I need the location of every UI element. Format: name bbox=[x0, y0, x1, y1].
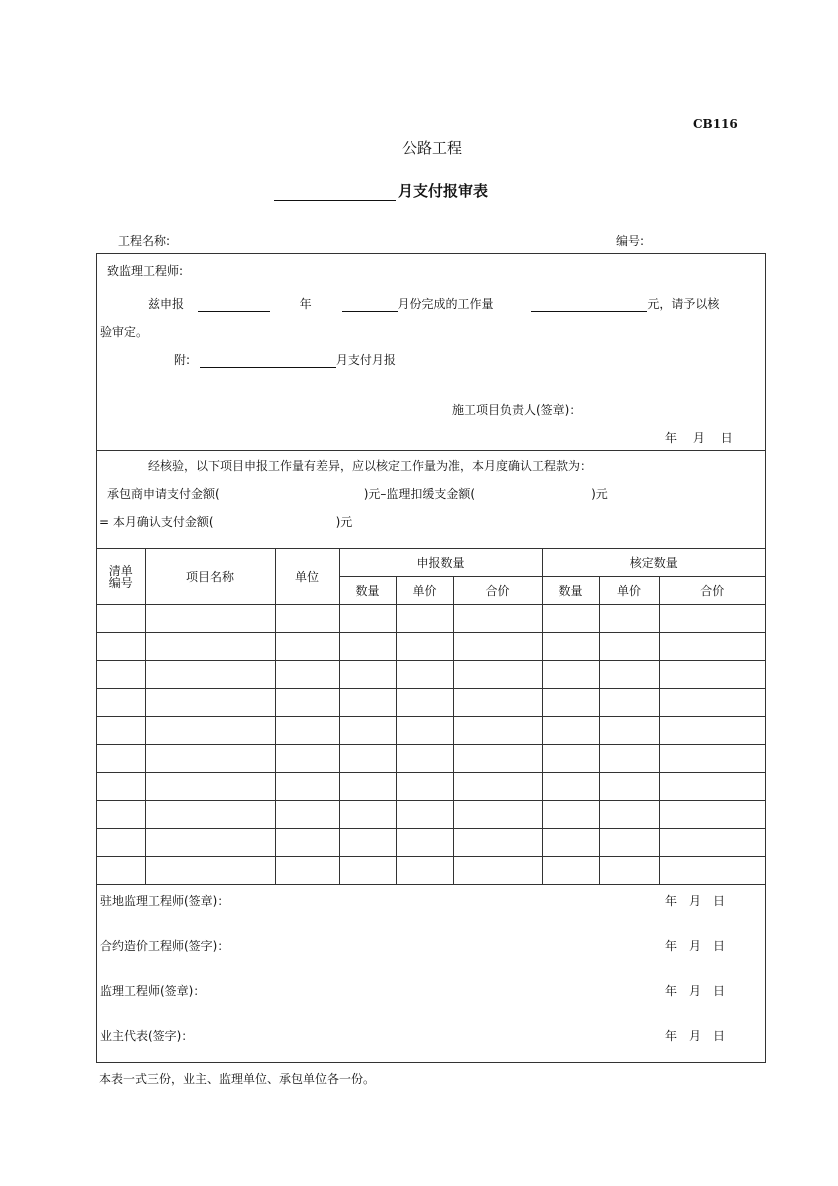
application-section bbox=[97, 254, 765, 451]
col-item-no: 清单 编号 bbox=[97, 549, 145, 605]
table-cell[interactable] bbox=[542, 745, 599, 773]
form-body bbox=[96, 253, 766, 1063]
signature-section bbox=[97, 884, 765, 1065]
table-cell[interactable] bbox=[339, 773, 396, 801]
attachment-blank[interactable] bbox=[200, 355, 336, 368]
table-cell[interactable] bbox=[659, 633, 765, 661]
table-cell[interactable] bbox=[599, 633, 659, 661]
table-cell[interactable] bbox=[275, 857, 339, 885]
date-year: 年 bbox=[665, 431, 678, 445]
table-row bbox=[97, 661, 765, 689]
confirmed-close: )元 bbox=[335, 515, 353, 529]
signature-label: 监理工程师(签章)： bbox=[100, 984, 206, 998]
table-cell[interactable] bbox=[599, 801, 659, 829]
table-cell[interactable] bbox=[453, 605, 542, 633]
signature-date-month: 月 bbox=[689, 1029, 702, 1043]
withheld-close: )元 bbox=[591, 487, 608, 501]
signature-date-year: 年 bbox=[665, 939, 678, 953]
table-cell[interactable] bbox=[396, 633, 453, 661]
table-cell[interactable] bbox=[659, 857, 765, 885]
table-cell[interactable] bbox=[97, 689, 145, 717]
table-cell[interactable] bbox=[453, 801, 542, 829]
table-cell[interactable] bbox=[599, 745, 659, 773]
footnote: 本表一式三份，业主、监理单位、承包单位各一份。 bbox=[99, 1072, 376, 1086]
table-cell[interactable] bbox=[97, 605, 145, 633]
table-row bbox=[97, 633, 765, 661]
table-row bbox=[97, 717, 765, 745]
table-cell[interactable] bbox=[396, 801, 453, 829]
project-name-label: 工程名称: bbox=[118, 234, 171, 248]
number-label: 编号: bbox=[616, 234, 645, 248]
table-cell[interactable] bbox=[542, 801, 599, 829]
table-cell[interactable] bbox=[542, 717, 599, 745]
table-cell[interactable] bbox=[145, 829, 275, 857]
review-section bbox=[97, 450, 765, 548]
line1-suffix: 元，请予以核 bbox=[647, 297, 720, 311]
attachment-line bbox=[174, 351, 396, 368]
table-cell[interactable] bbox=[275, 605, 339, 633]
table-cell[interactable] bbox=[453, 717, 542, 745]
signature-label: 驻地监理工程师(签章)： bbox=[100, 894, 230, 908]
table-cell[interactable] bbox=[275, 801, 339, 829]
table-cell[interactable] bbox=[339, 605, 396, 633]
table-cell[interactable] bbox=[339, 801, 396, 829]
signature-date-month: 月 bbox=[689, 939, 702, 953]
form-title bbox=[274, 180, 488, 201]
table-cell[interactable] bbox=[145, 773, 275, 801]
table-row bbox=[97, 829, 765, 857]
table-cell[interactable] bbox=[275, 633, 339, 661]
signature-label: 业主代表(签字)： bbox=[100, 1029, 194, 1043]
table-cell[interactable] bbox=[275, 689, 339, 717]
table-cell[interactable] bbox=[339, 633, 396, 661]
attachment-suffix: 月支付月报 bbox=[335, 353, 396, 367]
signature-label: 合约造价工程师(签字)： bbox=[100, 939, 230, 953]
signature-date-day: 日 bbox=[713, 1029, 726, 1043]
table-cell[interactable] bbox=[599, 773, 659, 801]
table-cell[interactable] bbox=[339, 717, 396, 745]
table-cell[interactable] bbox=[339, 745, 396, 773]
table-cell[interactable] bbox=[275, 829, 339, 857]
table-cell[interactable] bbox=[599, 689, 659, 717]
table-row bbox=[97, 801, 765, 829]
application-line1 bbox=[148, 295, 719, 312]
table-cell[interactable] bbox=[145, 745, 275, 773]
col-declared-quantity: 数量 bbox=[339, 577, 396, 605]
col-group-declared: 申报数量 bbox=[339, 549, 542, 577]
signature-date-month: 月 bbox=[689, 984, 702, 998]
withheld-amount-label: )元–监理扣缓支金额( bbox=[363, 487, 476, 501]
signature-date-month: 月 bbox=[689, 894, 702, 908]
line1-year: 年 bbox=[299, 297, 312, 311]
signature-date-year: 年 bbox=[665, 1029, 678, 1043]
col-declared-total: 合价 bbox=[453, 577, 542, 605]
col-unit: 单位 bbox=[275, 549, 339, 605]
col-approved-total: 合价 bbox=[659, 577, 765, 605]
table-row bbox=[97, 745, 765, 773]
table-cell[interactable] bbox=[453, 773, 542, 801]
table-cell[interactable] bbox=[396, 689, 453, 717]
contractor-signer-label: 施工项目负责人(签章)： bbox=[452, 403, 582, 417]
date-month: 月 bbox=[692, 431, 705, 445]
table-cell[interactable] bbox=[97, 633, 145, 661]
col-item-name: 项目名称 bbox=[145, 549, 275, 605]
table-cell[interactable] bbox=[275, 773, 339, 801]
review-intro: 经核验，以下项目申报工作量有差异，应以核定工作量为准，本月度确认工程款为： bbox=[148, 459, 593, 473]
table-cell[interactable] bbox=[396, 717, 453, 745]
signature-date bbox=[665, 982, 725, 999]
table-cell[interactable] bbox=[97, 857, 145, 885]
line1-prefix: 兹申报 bbox=[148, 297, 185, 311]
table-cell[interactable] bbox=[659, 689, 765, 717]
addressee: 致监理工程师: bbox=[107, 264, 184, 278]
application-line2: 验审定。 bbox=[100, 325, 149, 339]
table-cell[interactable] bbox=[453, 745, 542, 773]
line1-month-text: 月份完成的工作量 bbox=[397, 297, 494, 311]
amount-blank[interactable] bbox=[531, 299, 647, 312]
col-declared-unit-price: 单价 bbox=[396, 577, 453, 605]
table-cell[interactable] bbox=[275, 745, 339, 773]
title-month-blank[interactable] bbox=[274, 184, 396, 201]
month-blank[interactable] bbox=[342, 299, 398, 312]
table-cell[interactable] bbox=[97, 717, 145, 745]
table-cell[interactable] bbox=[599, 661, 659, 689]
table-cell[interactable] bbox=[542, 633, 599, 661]
col-group-approved: 核定数量 bbox=[542, 549, 765, 577]
contractor-amount-label: 承包商申请支付金额( bbox=[107, 487, 220, 501]
table-cell[interactable] bbox=[542, 605, 599, 633]
table-cell[interactable] bbox=[659, 801, 765, 829]
table-cell[interactable] bbox=[145, 689, 275, 717]
table-cell[interactable] bbox=[145, 661, 275, 689]
table-cell[interactable] bbox=[599, 857, 659, 885]
table-cell[interactable] bbox=[396, 661, 453, 689]
table-row bbox=[97, 605, 765, 633]
signature-date-day: 日 bbox=[713, 894, 726, 908]
table-cell[interactable] bbox=[542, 689, 599, 717]
table-cell[interactable] bbox=[339, 829, 396, 857]
table-cell[interactable] bbox=[145, 717, 275, 745]
table-cell[interactable] bbox=[453, 633, 542, 661]
table-cell[interactable] bbox=[396, 829, 453, 857]
table-cell[interactable] bbox=[453, 661, 542, 689]
quantity-table bbox=[97, 548, 765, 885]
table-cell[interactable] bbox=[339, 661, 396, 689]
table-cell[interactable] bbox=[659, 829, 765, 857]
confirmed-amount-label: = 本月确认支付金额( bbox=[99, 515, 214, 529]
table-cell[interactable] bbox=[275, 717, 339, 745]
table-cell[interactable] bbox=[542, 857, 599, 885]
table-cell[interactable] bbox=[339, 857, 396, 885]
table-cell[interactable] bbox=[453, 857, 542, 885]
signature-date bbox=[665, 937, 725, 954]
table-cell[interactable] bbox=[659, 717, 765, 745]
table-cell[interactable] bbox=[542, 829, 599, 857]
table-cell[interactable] bbox=[396, 773, 453, 801]
table-cell[interactable] bbox=[396, 745, 453, 773]
table-cell[interactable] bbox=[396, 857, 453, 885]
table-row bbox=[97, 857, 765, 885]
table-cell[interactable] bbox=[659, 773, 765, 801]
table-cell[interactable] bbox=[659, 745, 765, 773]
title-text: 月支付报审表 bbox=[398, 182, 489, 200]
table-row bbox=[97, 689, 765, 717]
signature-date-day: 日 bbox=[713, 939, 726, 953]
confirmed-amount-line bbox=[99, 513, 352, 530]
table-cell[interactable] bbox=[339, 689, 396, 717]
form-code: CB116 bbox=[693, 117, 738, 131]
table-cell[interactable] bbox=[542, 773, 599, 801]
table-cell[interactable] bbox=[659, 605, 765, 633]
table-cell[interactable] bbox=[97, 829, 145, 857]
contractor-amount-line bbox=[107, 485, 608, 502]
application-date bbox=[665, 429, 733, 446]
signature-date bbox=[665, 1027, 725, 1044]
table-cell[interactable] bbox=[275, 661, 339, 689]
table-cell[interactable] bbox=[659, 661, 765, 689]
form-subtitle: 公路工程 bbox=[401, 139, 462, 157]
table-cell[interactable] bbox=[97, 745, 145, 773]
table-cell[interactable] bbox=[97, 773, 145, 801]
attachment-label: 附: bbox=[174, 353, 191, 367]
table-cell[interactable] bbox=[145, 801, 275, 829]
table-cell[interactable] bbox=[97, 661, 145, 689]
table-row bbox=[97, 773, 765, 801]
year-blank[interactable] bbox=[198, 299, 270, 312]
table-cell[interactable] bbox=[599, 605, 659, 633]
col-approved-quantity: 数量 bbox=[542, 577, 599, 605]
signature-date-year: 年 bbox=[665, 984, 678, 998]
signature-date bbox=[665, 892, 725, 909]
table-cell[interactable] bbox=[599, 829, 659, 857]
table-cell[interactable] bbox=[396, 605, 453, 633]
signature-date-year: 年 bbox=[665, 894, 678, 908]
signature-date-day: 日 bbox=[713, 984, 726, 998]
table-cell[interactable] bbox=[599, 717, 659, 745]
table-cell[interactable] bbox=[542, 661, 599, 689]
col-approved-unit-price: 单价 bbox=[599, 577, 659, 605]
table-cell[interactable] bbox=[97, 801, 145, 829]
table-cell[interactable] bbox=[145, 605, 275, 633]
date-day: 日 bbox=[720, 431, 733, 445]
table-cell[interactable] bbox=[453, 829, 542, 857]
table-body bbox=[97, 605, 765, 885]
table-cell[interactable] bbox=[453, 689, 542, 717]
table-cell[interactable] bbox=[145, 857, 275, 885]
table-cell[interactable] bbox=[145, 633, 275, 661]
